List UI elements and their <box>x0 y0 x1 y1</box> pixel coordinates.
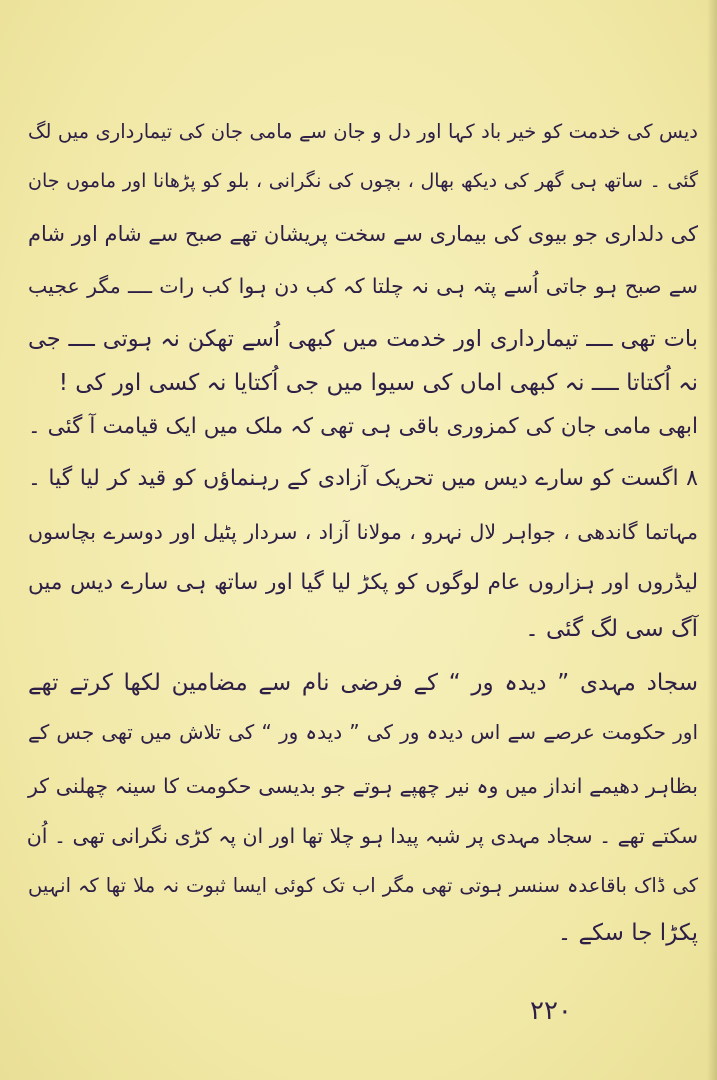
page-edge <box>707 0 717 1080</box>
text-line: مہاتما گاندھی ، جواہر لال نہرو ، مولانا آزاد ، سردار پٹیل اور دوسرے بچاسوں <box>28 520 698 544</box>
text-line: ۸ اگست کو سارے دیس میں تحریک آزادی کے رہنماؤں کو قید کر لیا گیا ۔ <box>28 466 698 491</box>
text-line: بظاہر دھیمے انداز میں وہ نیر چھپے ہوتے جو بدیسی حکومت کا سینہ چھلنی کر <box>28 774 698 798</box>
text-line: بات تھی ــــ تیمارداری اور خدمت میں کبھی اُسے تھکن نہ ہوتی ــــ جی <box>28 326 698 352</box>
text-line: لیڈروں اور ہزاروں عام لوگوں کو پکڑ لیا گیا اور ساتھ ہی سارے دیس میں <box>28 570 698 595</box>
text-line: سکتے تھے ۔ سجاد مہدی پر شبہ پیدا ہو چلا تھا اور ان پہ کڑی نگرانی تھی ۔ اُن <box>26 824 698 848</box>
text-line: آگ سی لگ گئی ۔ <box>525 616 698 642</box>
text-line: ابھی مامی جان کی کمزوری باقی ہی تھی کہ ملک میں ایک قیامت آ گئی ۔ <box>28 414 698 439</box>
text-line: کی ڈاک باقاعدہ سنسر ہوتی تھی مگر اب تک کوئی ایسا ثبوت نہ ملا تھا کہ انہیں <box>28 874 698 897</box>
text-line: سے صبح ہو جاتی اُسے پتہ ہی نہ چلتا کہ کب دن ہوا کب رات ــــ مگر عجیب <box>28 274 698 298</box>
text-line: کی دلداری جو بیوی کی بیماری سے سخت پریشان تھے صبح سے شام اور شام <box>28 222 698 246</box>
page-number: ۲۲۰ <box>530 996 572 1026</box>
text-line: اور حکومت عرصے سے اس دیدہ ور کی ” دیدہ ور “ کی تلاش میں تھی جس کے <box>28 720 698 744</box>
text-line: نہ اُکتاتا ــــ نہ کبھی اماں کی سیوا میں جی اُکتایا نہ کسی اور کی ! <box>58 370 698 396</box>
text-line: سجاد مہدی ” دیدہ ور “ کے فرضی نام سے مضامین لکھا کرتے تھے <box>28 670 698 696</box>
text-line: دیس کی خدمت کو خیر باد کہا اور دل و جان سے مامی جان کی تیمارداری میں لگ <box>28 120 698 143</box>
text-line: گئی ۔ ساتھ ہی گھر کی دیکھ بھال ، بچوں کی نگرانی ، بلو کو پڑھانا اور ماموں جان <box>28 170 698 192</box>
text-line: پکڑا جا سکے ۔ <box>557 920 698 946</box>
